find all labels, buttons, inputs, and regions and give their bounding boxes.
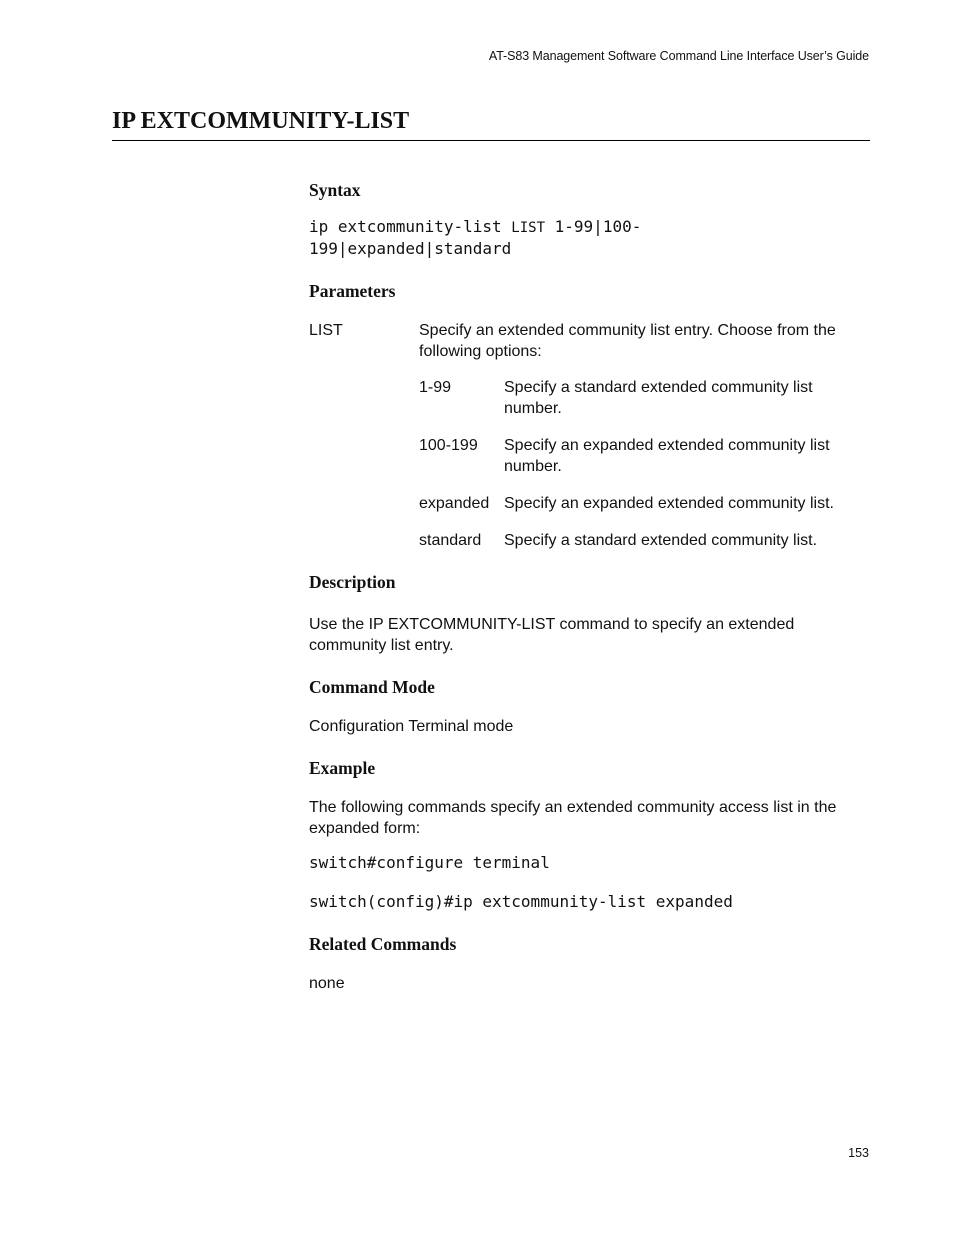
example-text: The following commands specify an extended community access list in the expanded form: xyxy=(309,799,837,837)
option-name: 1-99 xyxy=(419,379,452,396)
syntax-values: 1-99|100- xyxy=(545,217,642,236)
page-title: IP EXTCOMMUNITY-LIST xyxy=(112,108,410,134)
parameters-heading: Parameters xyxy=(309,281,396,301)
title-divider xyxy=(112,140,870,141)
syntax-param-list: LIST xyxy=(511,220,546,236)
command-mode-text: Configuration Terminal mode xyxy=(309,718,514,735)
option-name: expanded xyxy=(419,495,490,512)
syntax-line-2: 199|expanded|standard xyxy=(309,239,512,258)
option-name: standard xyxy=(419,532,482,549)
related-commands-text: none xyxy=(309,975,345,992)
syntax-line-1 xyxy=(309,216,641,239)
option-description: Specify an expanded extended community list. xyxy=(504,495,834,512)
page-number: 153 xyxy=(848,1146,869,1160)
option-name: 100-199 xyxy=(419,437,478,454)
parameter-name: LIST xyxy=(309,322,343,339)
description-text: Use the IP EXTCOMMUNITY-LIST command to specify an extended community list entry. xyxy=(309,616,795,654)
option-description: Specify a standard extended community list number. xyxy=(504,379,813,417)
parameter-description: Specify an extended community list entry. Choose from the following options: xyxy=(419,322,836,360)
description-heading: Description xyxy=(309,572,396,592)
syntax-heading: Syntax xyxy=(309,180,361,200)
related-commands-heading: Related Commands xyxy=(309,934,457,954)
syntax-command: ip extcommunity-list xyxy=(309,217,512,236)
example-heading: Example xyxy=(309,758,376,778)
option-description: Specify an expanded extended community list number. xyxy=(504,437,830,475)
option-description: Specify a standard extended community list. xyxy=(504,532,818,549)
running-header: AT-S83 Management Software Command Line Interface User’s Guide xyxy=(488,49,869,63)
command-mode-heading: Command Mode xyxy=(309,677,435,697)
example-command-1: switch#configure terminal xyxy=(309,853,550,872)
example-command-2: switch(config)#ip extcommunity-list expanded xyxy=(309,892,733,911)
